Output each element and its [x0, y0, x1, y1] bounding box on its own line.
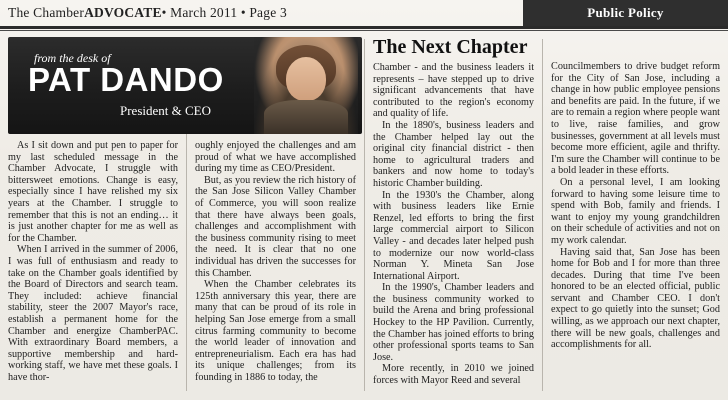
paragraph: When the Chamber celebrates its 125th anniversary this year, there are many that can be proud of its role in helping San Jose emerge from a small citrus farming community to become the world leader of innovation and entrepreneurialism. Each era has had its unique challenges; from its founding in 1886 to today, the [195, 279, 357, 383]
paragraph: In the 1930's the Chamber, along with business leaders like Ernie Renzel, led efforts to bring the first large commercial airport to Silicon Valley - and decades later helped push to modernize our now world-class Norman Y. Mineta San Jose International Airport. [373, 189, 535, 282]
masthead-rule [0, 26, 728, 29]
masthead-title [0, 0, 523, 26]
paragraph: When I arrived in the summer of 2006, I was full of enthusiasm and ready to take on the Chamber goals identified by the Board of Directors and search team. They included: achieve financial stability, steer the 2007 Mayor's race, establish a permanent home for the Chamber and energize ChamberPAC. With extraordinary Board members, a supportive membership and hard-working staff, we have met these goals. I have thor- [8, 244, 178, 383]
masthead [0, 0, 728, 26]
paragraph: Chamber - and the business leaders it represents – have stepped up to drive significant advancements that have contributed to the region's economy and quality of life. [373, 62, 535, 120]
publication-name: ADVOCATE [84, 5, 162, 20]
paragraph: In the 1890's, business leaders and the Chamber helped lay out the original city financial district - then home to agricultural traders and bankers and now home to today's historic Chamber building. [373, 119, 535, 189]
paragraph: Having said that, San Jose has been home for Bob and I for more than three decades. During that time I've been honored to be an elected official, public servant and Chamber CEO. I don't expect to go quietly into the sunset; God willing, as we approach our next chapter, there will be new goals, challenges and accomplishments for all. [551, 246, 720, 351]
banner-author-role: President & CEO [120, 103, 211, 118]
section-label: Public Policy [523, 0, 728, 26]
column-3 [365, 37, 542, 391]
column-4 [543, 37, 720, 391]
paragraph: More recently, in 2010 we joined forces with Mayor Reed and several [373, 363, 535, 387]
banner-author-name: PAT DANDO [28, 61, 224, 98]
paragraph: Councilmembers to drive budget reform for the City of San Jose, including a change in how public employee pensions and benefits are paid. In the future, if we are to remain a region where people want to live, raise families, and grow businesses, government at all levels must become more efficient, agile and thrifty. I'm sure the Chamber will continue to be a bold leader in these efforts. [551, 61, 720, 177]
article-headline: The Next Chapter [373, 36, 528, 58]
article-body [0, 31, 728, 391]
column-2 [187, 37, 364, 391]
issue-line: • March 2011 • Page 3 [161, 5, 287, 20]
banner-kicker: from the desk of [34, 51, 111, 65]
paragraph: oughly enjoyed the challenges and am proud of what we have accomplished during my time as CEO/President. [195, 140, 357, 175]
paragraph: In the 1990's, Chamber leaders and the business community worked to build the Arena and bring professional Hockey to the HP Pavilion. Currently, the Chamber has joined efforts to bring other professional sports teams to San Jose. [373, 282, 535, 363]
paragraph: But, as you review the rich history of the San Jose Silicon Valley Chamber of Commerce, you will soon realize that there have always been goals, challenges and accomplishment with the business community rising to meet the need. It is clear that no one individual has driven the successes for this Chamber. [195, 174, 357, 279]
paragraph: On a personal level, I am looking forward to having some leisure time to spend with Bob, family and friends. I want to enjoy my young grandchildren on their schedule of activities and not on my work calendar. [551, 176, 720, 246]
paragraph: As I sit down and put pen to paper for my last scheduled message in the Chamber Advocate, I struggle with bittersweet emotions. Change is easy, especially since I have relished my six years at the Chamber. I struggle to remember that this is not an ending… it is just another chapter for me as well as for the Chamber. [8, 140, 178, 244]
publication-prefix: The Chamber [8, 5, 85, 20]
column-1 [8, 37, 224, 391]
